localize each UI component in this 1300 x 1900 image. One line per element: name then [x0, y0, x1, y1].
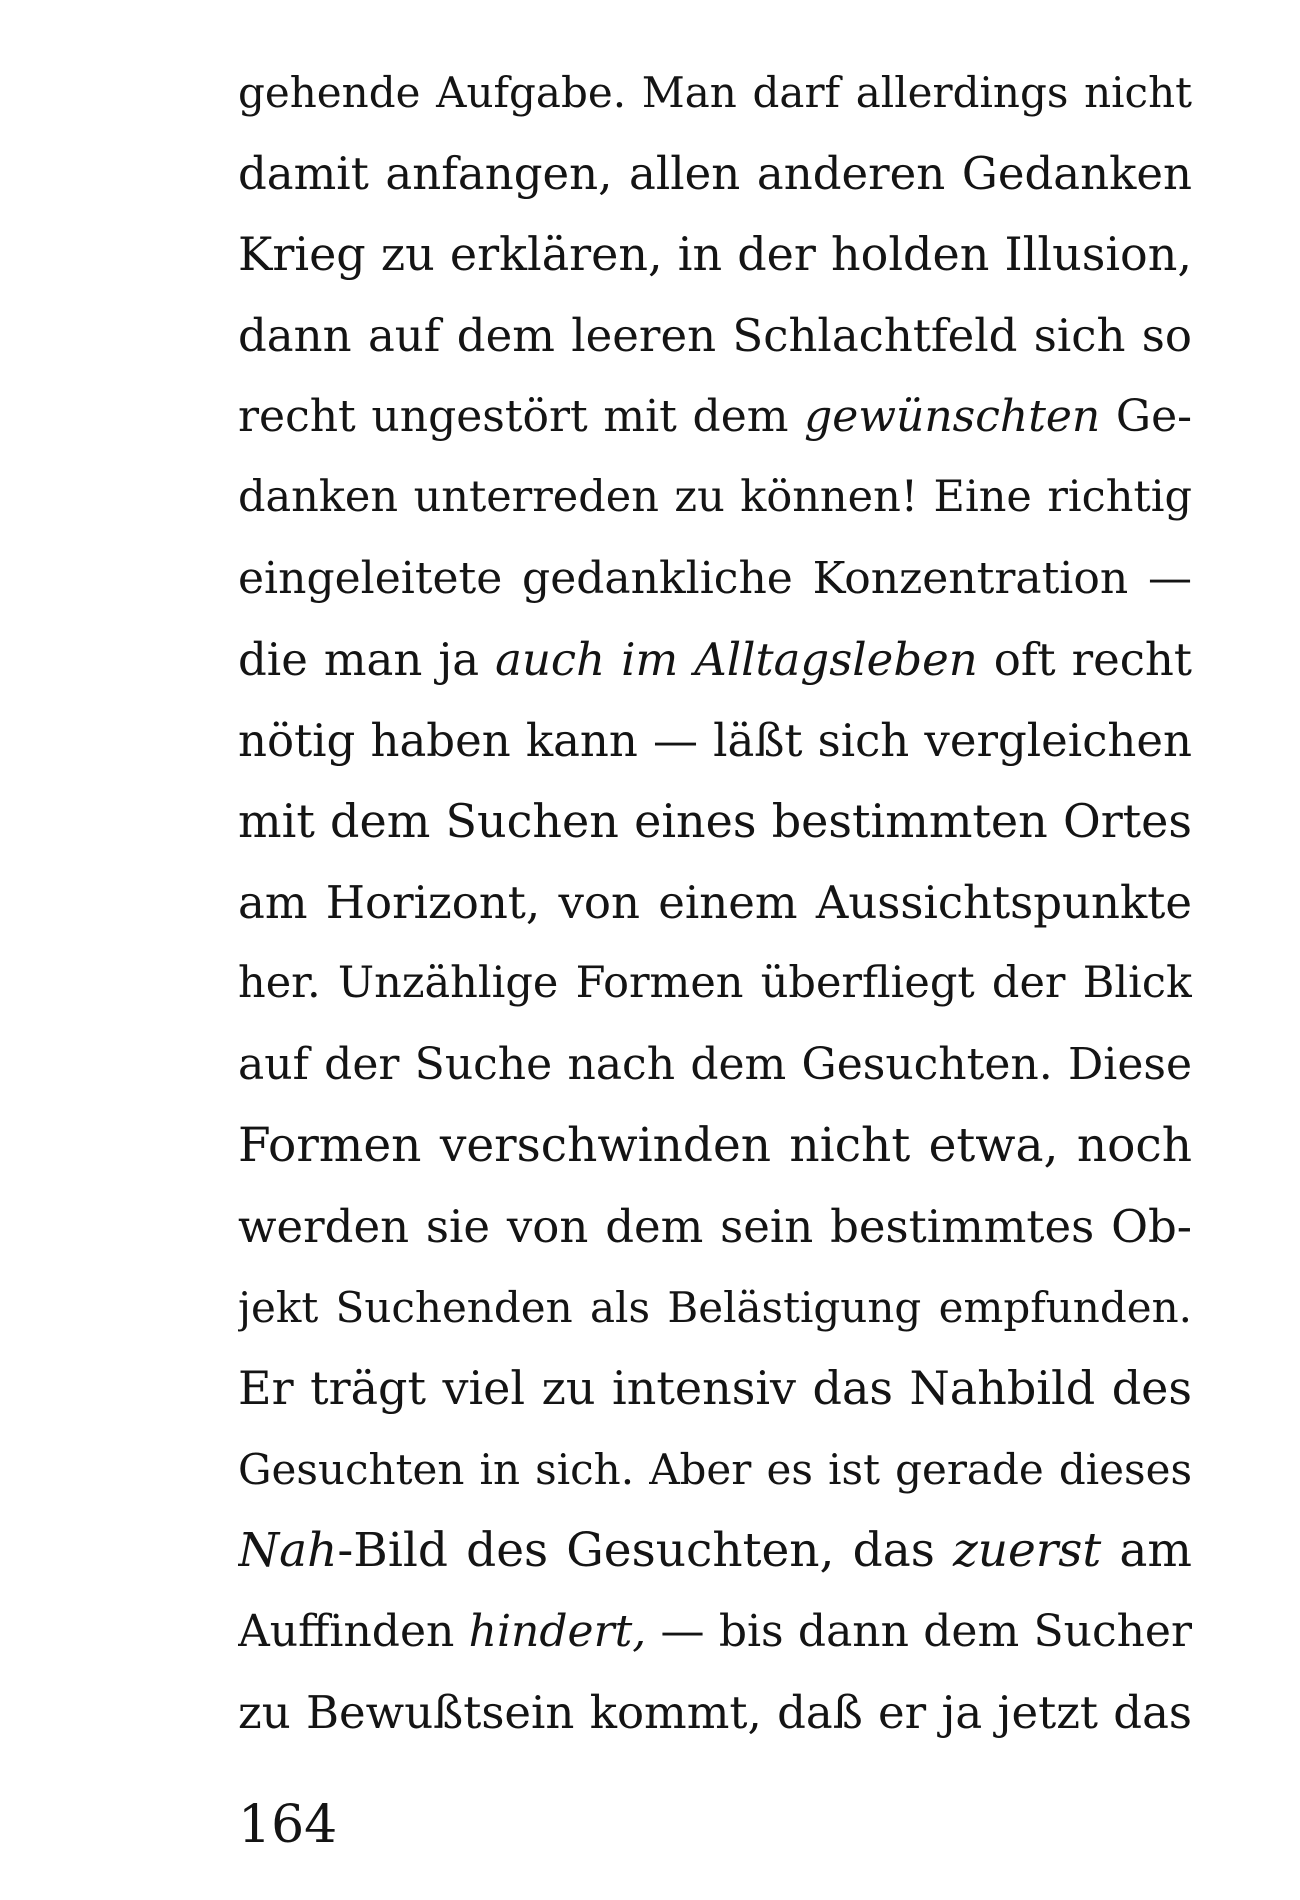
text-run: Krieg zu erklären, in der holden Illusion, — [238, 227, 1192, 281]
text-line — [238, 781, 1192, 862]
text-run: Er trägt viel zu intensiv das Nahbild des — [238, 1361, 1192, 1415]
emphasized-text: gewünschten — [804, 391, 1101, 442]
text-line — [238, 862, 1192, 943]
text-line — [238, 1348, 1192, 1429]
text-run: danken unterreden zu können! Eine richtig — [238, 472, 1192, 522]
text-run: mit dem Suchen eines bestimmten Ortes — [238, 794, 1192, 848]
text-run: her. Unzählige Formen überfliegt der Blick — [238, 958, 1192, 1008]
text-run: werden sie von dem sein bestimmtes Ob- — [238, 1200, 1192, 1253]
text-line — [238, 52, 1192, 133]
text-run: oft recht — [977, 633, 1192, 686]
text-run: eingeleitete gedankliche Konzentration — — [238, 553, 1192, 604]
text-line — [238, 538, 1192, 619]
text-line — [238, 619, 1192, 700]
text-line — [238, 1591, 1192, 1672]
text-line — [238, 943, 1192, 1024]
emphasized-text: Nah — [238, 1523, 338, 1578]
text-run: gehende Aufgabe. Man darf allerdings nicht — [238, 68, 1192, 117]
text-run: am — [1101, 1523, 1192, 1578]
text-line — [238, 1510, 1192, 1591]
text-line — [238, 1672, 1192, 1753]
text-run: jekt Suchenden als Belästigung empfunden. — [238, 1283, 1192, 1332]
text-line — [238, 214, 1192, 295]
text-line — [238, 1024, 1192, 1105]
text-run: am Horizont, von einem Aussichtspunkte — [238, 876, 1192, 929]
text-run: zu Bewußtsein kommt, daß er ja jetzt das — [238, 1686, 1192, 1739]
page-number: 164 — [238, 1795, 338, 1855]
text-line — [238, 133, 1192, 214]
text-run: damit anfangen, allen anderen Gedanken — [238, 147, 1192, 200]
text-line — [238, 457, 1192, 538]
text-run: — bis dann dem Sucher — [646, 1606, 1192, 1657]
text-run: Auffinden — [238, 1606, 469, 1657]
emphasized-text: hindert, — [468, 1606, 647, 1657]
text-run: Formen verschwinden nicht etwa, noch — [238, 1118, 1192, 1173]
text-run: nötig haben kann — läßt sich vergleichen — [238, 714, 1192, 767]
text-run: dann auf dem leeren Schlachtfeld sich so — [238, 309, 1192, 362]
text-run: -Bild des Gesuchten, das — [337, 1523, 953, 1578]
text-run: auf der Suche nach dem Gesuchten. Diese — [238, 1039, 1192, 1090]
text-line — [238, 295, 1192, 376]
text-run: die man ja — [238, 633, 496, 686]
text-line — [238, 700, 1192, 781]
text-line — [238, 1186, 1192, 1267]
text-line — [238, 376, 1192, 457]
body-text — [238, 52, 1192, 1753]
text-line — [238, 1267, 1192, 1348]
emphasized-text: auch im Alltagsleben — [495, 633, 978, 686]
text-run: Gesuchten in sich. Aber es ist gerade dieses — [238, 1445, 1192, 1494]
text-run: Ge- — [1100, 391, 1192, 442]
text-line — [238, 1429, 1192, 1510]
text-run: recht ungestört mit dem — [238, 391, 805, 442]
emphasized-text: zuerst — [952, 1523, 1102, 1578]
text-line — [238, 1105, 1192, 1186]
